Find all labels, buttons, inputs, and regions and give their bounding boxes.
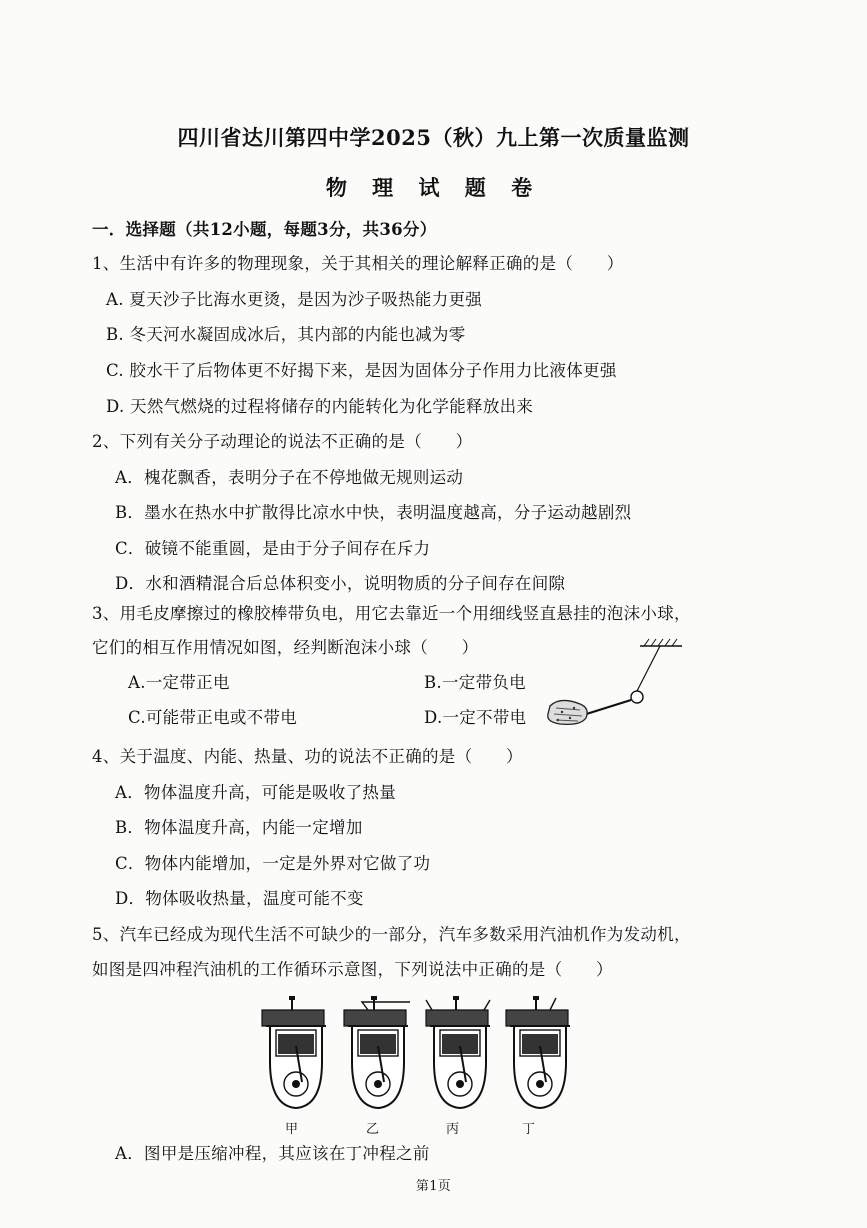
engine-label-jia: 甲 xyxy=(285,1122,299,1137)
question-5-option-a: A．图甲是压缩冲程，其应该在丁冲程之前 xyxy=(115,1144,430,1163)
question-3-option-a: A.一定带正电 xyxy=(128,673,230,692)
question-1-stem: 1、生活中有许多的物理现象，关于其相关的理论解释正确的是（ ） xyxy=(92,254,624,273)
ceiling-support xyxy=(640,639,682,646)
question-5-stem-line-2: 如图是四冲程汽油机的工作循环示意图，下列说法中正确的是（ ） xyxy=(92,960,613,979)
rod-and-ball-figure xyxy=(540,636,690,730)
question-2-stem: 2、下列有关分子动理论的说法不正确的是（ ） xyxy=(92,432,473,451)
question-2-option-b: B．墨水在热水中扩散得比凉水中快，表明温度越高，分子运动越剧烈 xyxy=(115,503,632,522)
question-1-option-d: D. 天然气燃烧的过程将储存的内能转化为化学能释放出来 xyxy=(106,397,534,416)
engine-strokes-figure xyxy=(250,996,580,1116)
engine-stroke-bing xyxy=(426,996,490,1108)
question-3-stem-line-2: 它们的相互作用情况如图，经判断泡沫小球（ ） xyxy=(92,638,479,657)
question-2-option-a: A．槐花飘香，表明分子在不停地做无规则运动 xyxy=(115,468,464,487)
hand-icon xyxy=(548,700,587,724)
engine-label-yi: 乙 xyxy=(366,1122,380,1137)
foam-ball xyxy=(631,691,643,703)
thread xyxy=(637,646,660,691)
question-1-option-b: B. 冬天河水凝固成冰后，其内部的内能也减为零 xyxy=(106,325,466,344)
question-3-option-b: B.一定带负电 xyxy=(424,673,526,692)
engine-label-ding: 丁 xyxy=(522,1122,536,1137)
question-3-option-c: C.可能带正电或不带电 xyxy=(128,708,298,727)
question-4-option-c: C．物体内能增加，一定是外界对它做了功 xyxy=(115,854,431,873)
section-heading: 一．选择题（共12小题，每题3分，共36分） xyxy=(92,220,437,239)
question-4-option-d: D．物体吸收热量，温度可能不变 xyxy=(115,889,364,908)
question-1-option-c: C. 胶水干了后物体更不好揭下来，是因为固体分子作用力比液体更强 xyxy=(106,361,617,380)
question-4-option-b: B．物体温度升高，内能一定增加 xyxy=(115,818,363,837)
exam-subtitle: 物 理 试 题 卷 xyxy=(325,175,542,200)
page-number: 第1页 xyxy=(415,1179,452,1194)
exam-title: 四川省达川第四中学2025（秋）九上第一次质量监测 xyxy=(177,125,690,150)
question-4-stem: 4、关于温度、内能、热量、功的说法不正确的是（ ） xyxy=(92,747,523,766)
engine-stroke-ding xyxy=(506,996,570,1108)
question-2-option-c: C．破镜不能重圆，是由于分子间存在斥力 xyxy=(115,539,431,558)
question-3-option-d: D.一定不带电 xyxy=(424,708,527,727)
engine-stroke-jia xyxy=(262,996,326,1108)
question-2-option-d: D．水和酒精混合后总体积变小，说明物质的分子间存在间隙 xyxy=(115,574,566,593)
engine-stroke-yi xyxy=(344,996,410,1108)
engine-label-bing: 丙 xyxy=(446,1122,460,1137)
question-5-stem-line-1: 5、汽车已经成为现代生活不可缺少的一部分，汽车多数采用汽油机作为发动机， xyxy=(92,925,691,944)
question-3-stem-line-1: 3、用毛皮摩擦过的橡胶棒带负电，用它去靠近一个用细线竖直悬挂的泡沫小球， xyxy=(92,604,691,623)
question-1-option-a: A. 夏天沙子比海水更烫，是因为沙子吸热能力更强 xyxy=(106,290,483,309)
question-4-option-a: A．物体温度升高，可能是吸收了热量 xyxy=(115,783,397,802)
